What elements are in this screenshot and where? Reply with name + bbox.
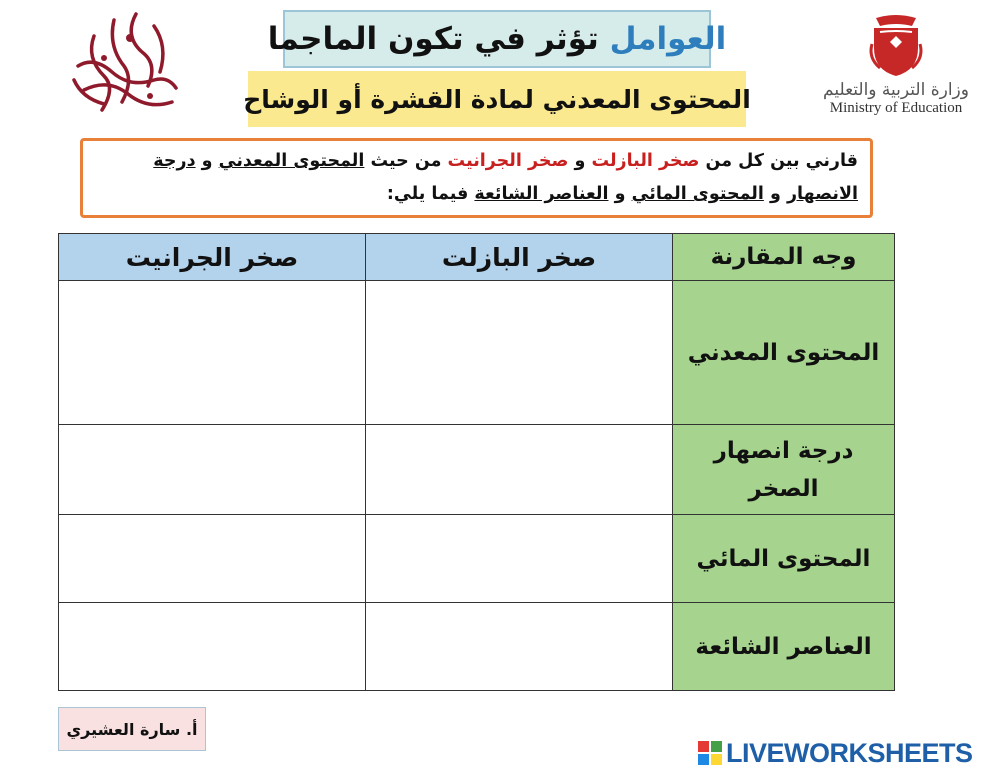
table-row xyxy=(59,603,895,691)
calligraphy-logo-icon xyxy=(64,6,184,118)
criterion-mineral-content: المحتوى المعدني xyxy=(218,151,365,171)
instruction-text: من حيث xyxy=(364,151,448,171)
instruction-text: و xyxy=(763,184,787,204)
answer-granite-common-elements[interactable] xyxy=(59,603,366,691)
ministry-logo xyxy=(816,14,976,136)
table-header-row xyxy=(59,234,895,281)
instruction-box xyxy=(80,138,873,218)
answer-basalt-mineral-content[interactable] xyxy=(366,281,673,425)
answer-granite-water-content[interactable] xyxy=(59,515,366,603)
header-basalt: صخر البازلت xyxy=(366,234,673,281)
teacher-name: أ. سارة العشيري xyxy=(58,707,206,751)
instruction-text: و xyxy=(195,151,219,171)
aspect-mineral-content: المحتوى المعدني xyxy=(673,281,895,425)
watermark-text: LIVEWORKSHEETS xyxy=(726,737,973,768)
table-row xyxy=(59,425,895,515)
liveworksheets-watermark xyxy=(698,738,973,768)
title-accent: العوامل xyxy=(609,21,727,57)
answer-granite-mineral-content[interactable] xyxy=(59,281,366,425)
answer-basalt-water-content[interactable] xyxy=(366,515,673,603)
aspect-common-elements: العناصر الشائعة xyxy=(673,603,895,691)
granite-highlight: صخر الجرانيت xyxy=(447,151,569,171)
table-row xyxy=(59,281,895,425)
instruction-text: قارني بين كل من xyxy=(699,151,858,171)
page-subtitle: المحتوى المعدني لمادة القشرة أو الوشاح xyxy=(248,71,746,127)
liveworksheets-logo-icon xyxy=(698,741,722,765)
answer-basalt-common-elements[interactable] xyxy=(366,603,673,691)
table-row xyxy=(59,515,895,603)
title-rest: تؤثر في تكون الماجما xyxy=(267,21,599,57)
ministry-name-en: Ministry of Education xyxy=(829,100,963,116)
bahrain-emblem-icon xyxy=(866,14,926,78)
aspect-water-content: المحتوى المائي xyxy=(673,515,895,603)
answer-basalt-melting-degree[interactable] xyxy=(366,425,673,515)
aspect-melting-degree: درجة انصهار الصخر xyxy=(673,425,895,515)
instruction-text: و xyxy=(608,184,632,204)
school-calligraphy-stamp xyxy=(64,6,184,118)
page-title xyxy=(267,10,727,68)
answer-granite-melting-degree[interactable] xyxy=(59,425,366,515)
ministry-name-ar: وزارة التربية والتعليم xyxy=(823,80,969,100)
criterion-melting-degree: درجة الانصهار xyxy=(153,151,858,204)
header-aspect: وجه المقارنة xyxy=(673,234,895,281)
criterion-common-elements: العناصر الشائعة xyxy=(474,184,609,204)
instruction-text: فيما يلي: xyxy=(386,184,475,204)
header-granite: صخر الجرانيت xyxy=(59,234,366,281)
criterion-water-content: المحتوى المائي xyxy=(631,184,764,204)
instruction-text: و xyxy=(568,151,592,171)
comparison-table xyxy=(58,233,895,691)
basalt-highlight: صخر البازلت xyxy=(591,151,700,171)
